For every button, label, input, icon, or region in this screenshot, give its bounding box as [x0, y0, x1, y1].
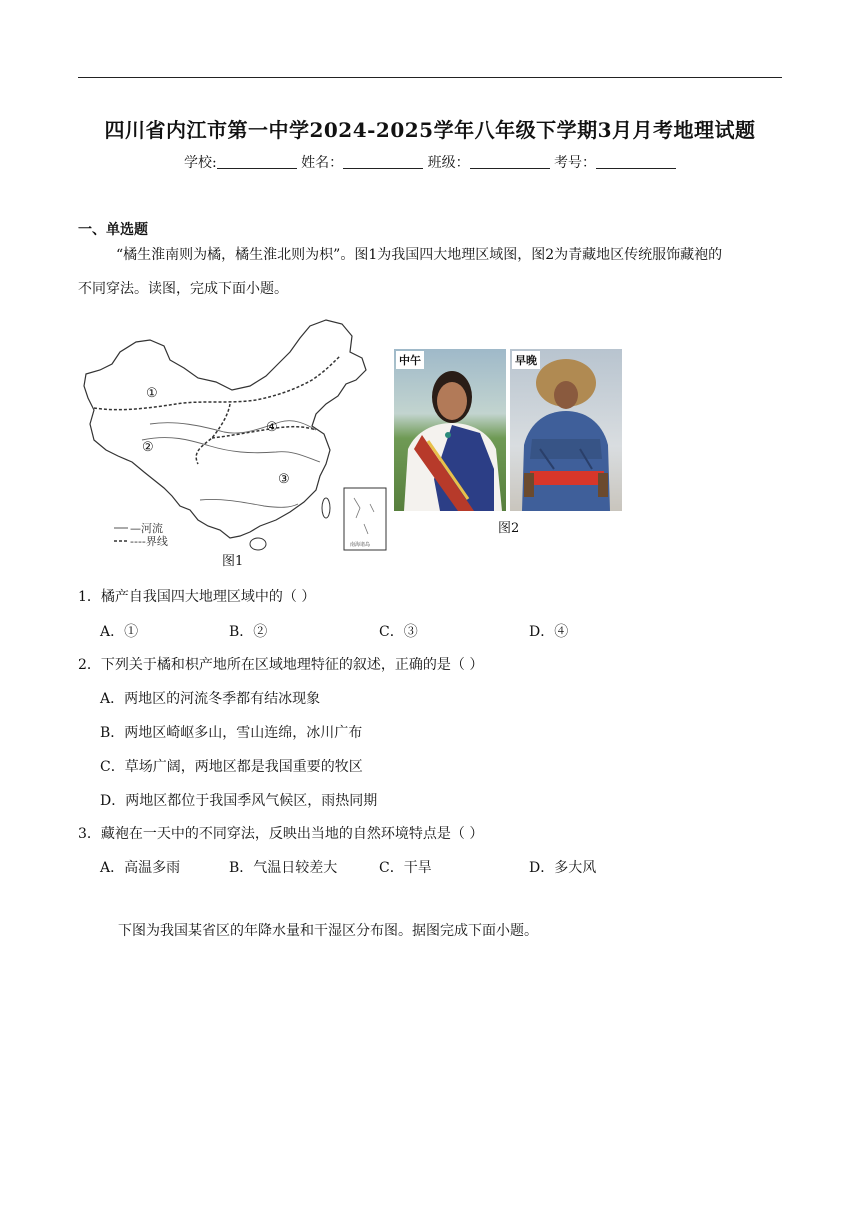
china-map-drawing — [80, 312, 390, 570]
photo-morning-evening-figure — [510, 349, 622, 511]
intro-paragraph-line2: 不同穿法。读图，完成下面小题。 — [78, 281, 288, 297]
question-1-option-c[interactable]: C．③ — [379, 624, 418, 640]
question-1-option-a[interactable]: A．① — [100, 624, 139, 640]
exam-number-label: 考号： — [554, 155, 597, 171]
class-label: 班级： — [427, 155, 470, 171]
section-heading: 一、单选题 — [78, 222, 148, 238]
region-label-1: ① — [146, 386, 158, 401]
name-blank — [343, 154, 423, 169]
figure2-caption: 图2 — [498, 521, 520, 536]
figure2-tibetan-robes — [394, 349, 622, 539]
intro-paragraph-2: 下图为我国某省区的年降水量和干湿区分布图。据图完成下面小题。 — [118, 923, 538, 939]
header-rule — [78, 77, 782, 78]
question-1-stem: 1．橘产自我国四大地理区域中的（ ） — [78, 589, 316, 605]
school-blank — [217, 154, 297, 169]
class-blank — [470, 154, 550, 169]
page-title: 四川省内江市第一中学2024-2025学年八年级下学期3月月考地理试题 — [104, 118, 756, 142]
question-2-option-a[interactable]: A．两地区的河流冬季都有结冰现象 — [100, 691, 321, 707]
photo-noon — [394, 349, 506, 511]
intro-paragraph-line1: “橘生淮南则为橘，橘生淮北则为枳”。图1为我国四大地理区域图，图2为青藏地区传统服饰藏袍的 — [116, 247, 723, 263]
photo-morning-evening-tag: 早晚 — [512, 351, 540, 369]
question-2-stem: 2．下列关于橘和枳产地所在区域地理特征的叙述，正确的是（ ） — [78, 657, 484, 673]
photo-noon-figure — [394, 349, 506, 511]
photo-morning-evening — [510, 349, 622, 511]
figure1-china-map — [80, 312, 390, 570]
question-1-option-d[interactable]: D．④ — [529, 624, 569, 640]
region-label-4: ④ — [266, 420, 278, 435]
inset-label: 南海诸岛 — [350, 542, 371, 548]
school-label: 学校: — [183, 155, 217, 171]
name-label: 姓名： — [301, 155, 344, 171]
question-3-option-d[interactable]: D．多大风 — [529, 860, 597, 876]
student-info-line — [0, 152, 860, 172]
question-3-stem: 3．藏袍在一天中的不同穿法，反映出当地的自然环境特点是（ ） — [78, 826, 484, 842]
question-1-option-b[interactable]: B．② — [229, 624, 268, 640]
question-2-option-c[interactable]: C．草场广阔，两地区都是我国重要的牧区 — [100, 759, 363, 775]
figure1-caption: 图1 — [222, 554, 244, 569]
region-label-2: ② — [142, 440, 154, 455]
question-2-option-d[interactable]: D．两地区都位于我国季风气候区，雨热同期 — [100, 793, 378, 809]
question-2-option-b[interactable]: B．两地区崎岖多山，雪山连绵，冰川广布 — [100, 725, 363, 741]
region-label-3: ③ — [278, 472, 290, 487]
legend-river-label: —河流 — [130, 522, 163, 535]
exam-number-blank — [596, 154, 676, 169]
question-3-option-a[interactable]: A．高温多雨 — [100, 860, 181, 876]
question-3-option-c[interactable]: C．干旱 — [379, 860, 432, 876]
legend-boundary-label: ----界线 — [130, 535, 168, 548]
question-3-option-b[interactable]: B．气温日较差大 — [229, 860, 338, 876]
photo-noon-tag: 中午 — [396, 351, 424, 369]
